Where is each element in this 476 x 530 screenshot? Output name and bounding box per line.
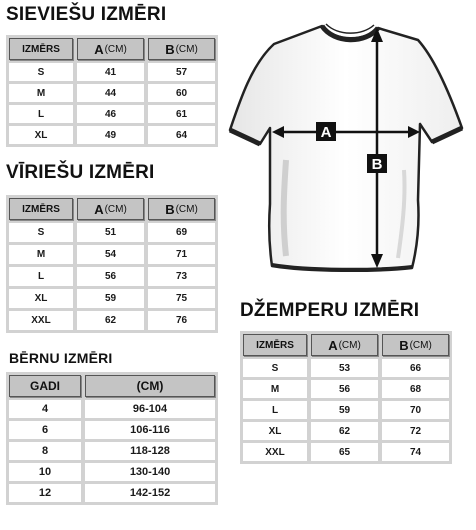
men-table-cell: 56 [77,267,144,286]
header-text: IZMĒRS [22,43,60,55]
women-grid [9,38,215,144]
kids-sizes-title: BĒRNU IZMĒRI [9,350,113,366]
men-table-cell: 69 [148,223,215,242]
header-text: (CM) [338,339,361,351]
women-table-cell: 57 [148,63,215,81]
kids-table-cell: 4 [9,400,81,418]
sweaters-table-cell: 59 [311,401,378,419]
header-letter: B [399,337,409,353]
women-header-label [9,38,73,60]
men-table-cell: 54 [77,245,144,264]
women-table-cell: 46 [77,105,144,123]
sweaters-table-cell: 72 [382,422,449,440]
men-table-cell: 51 [77,223,144,242]
men-table-cell: 62 [77,311,144,330]
header-letter: B [165,201,175,217]
sweaters-table-cell: M [243,380,307,398]
sweaters-header-label [311,334,378,356]
sweaters-size-table [240,331,452,464]
men-header-cell [77,198,144,220]
women-table-cell: L [9,105,73,123]
women-header-cell [148,38,215,60]
sweaters-table-cell: 74 [382,443,449,461]
women-table-cell: 61 [148,105,215,123]
men-table-cell: 71 [148,245,215,264]
sweaters-table-cell: L [243,401,307,419]
men-header-label [148,198,215,220]
sweaters-header-cell [311,334,378,356]
label-b: B [371,156,383,173]
kids-header-label [9,375,81,397]
men-header-cell [9,198,73,220]
kids-table-cell: 142-152 [85,484,215,502]
women-header-cell [77,38,144,60]
men-table-cell: XL [9,289,73,308]
sweaters-table-cell: 56 [311,380,378,398]
women-table-cell: 60 [148,84,215,102]
tshirt-body [230,26,462,271]
sweaters-table-cell: XL [243,422,307,440]
header-text: (CM) [175,43,198,55]
men-header-cell [148,198,215,220]
women-table-cell: 64 [148,126,215,144]
kids-table-cell: 12 [9,484,81,502]
kids-table-cell: 130-140 [85,463,215,481]
men-header-label [9,198,73,220]
men-sizes-title: VĪRIEŠU IZMĒRI [6,162,155,183]
header-letter: A [94,41,104,57]
men-table-cell: S [9,223,73,242]
header-letter: A [328,337,338,353]
women-size-table [6,35,218,147]
women-table-cell: 41 [77,63,144,81]
header-letter: B [165,41,175,57]
sweaters-grid [243,334,449,461]
sweaters-table-cell: 65 [311,443,378,461]
women-table-cell: M [9,84,73,102]
tshirt-diagram [226,20,464,276]
sweaters-table-cell: 62 [311,422,378,440]
header-text: (CM) [409,339,432,351]
header-text: (CM) [104,43,127,55]
kids-table-cell: 6 [9,421,81,439]
sweaters-table-cell: 68 [382,380,449,398]
women-table-cell: XL [9,126,73,144]
sweaters-table-cell: XXL [243,443,307,461]
kids-table-cell: 96-104 [85,400,215,418]
women-header-cell [9,38,73,60]
label-a: A [320,124,332,141]
men-size-table [6,195,218,333]
sweaters-header-label [243,334,307,356]
kids-header-cell [9,375,81,397]
kids-grid [9,375,215,502]
header-text: GADI [30,379,60,393]
men-table-cell: 59 [77,289,144,308]
sweaters-table-cell: 66 [382,359,449,377]
sweaters-sizes-title: DŽEMPERU IZMĒRI [240,300,420,321]
men-table-cell: 75 [148,289,215,308]
men-table-cell: XXL [9,311,73,330]
women-table-cell: 44 [77,84,144,102]
header-text: (CM) [136,379,164,393]
women-header-label [148,38,215,60]
sweaters-header-cell [382,334,449,356]
sweaters-table-cell: 53 [311,359,378,377]
header-text: (CM) [104,203,127,215]
men-table-cell: 73 [148,267,215,286]
men-header-label [77,198,144,220]
women-table-cell: S [9,63,73,81]
men-table-cell: 76 [148,311,215,330]
men-table-cell: L [9,267,73,286]
tshirt-illustration [226,20,464,276]
kids-table-cell: 106-116 [85,421,215,439]
kids-table-cell: 8 [9,442,81,460]
men-grid [9,198,215,330]
men-table-cell: M [9,245,73,264]
sweaters-header-label [382,334,449,356]
kids-size-table [6,372,218,505]
kids-table-cell: 118-128 [85,442,215,460]
header-text: IZMĒRS [22,203,60,215]
sweaters-table-cell: 70 [382,401,449,419]
header-letter: A [94,201,104,217]
header-text: (CM) [175,203,198,215]
women-table-cell: 49 [77,126,144,144]
kids-header-cell [85,375,215,397]
women-sizes-title: SIEVIEŠU IZMĒRI [6,4,167,25]
sweaters-table-cell: S [243,359,307,377]
kids-header-label [85,375,215,397]
header-text: IZMĒRS [256,339,294,351]
women-header-label [77,38,144,60]
kids-table-cell: 10 [9,463,81,481]
sweaters-header-cell [243,334,307,356]
